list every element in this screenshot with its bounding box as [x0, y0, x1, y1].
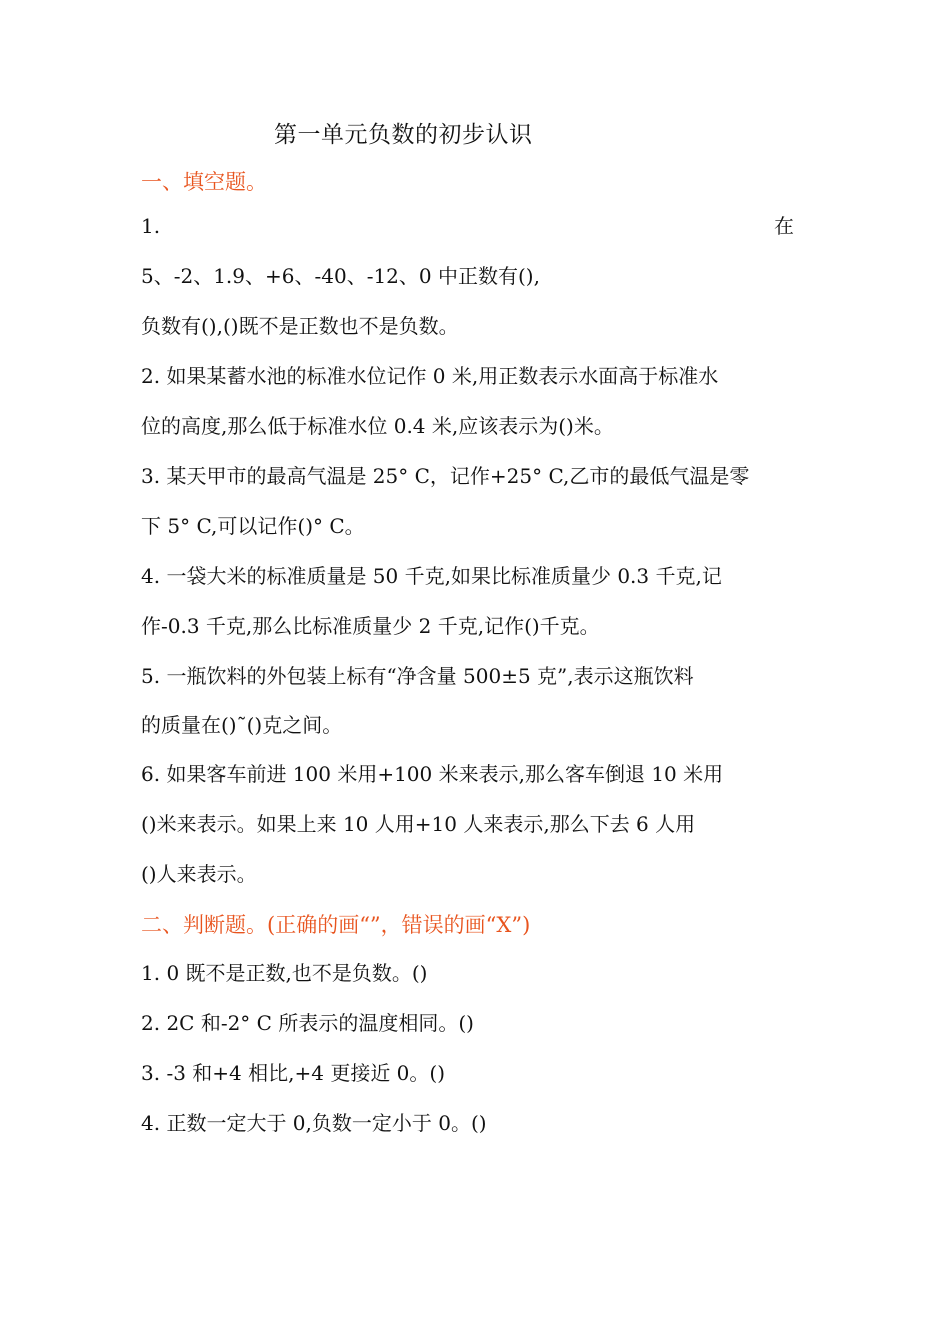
judgment-item-4: 4. 正数一定大于 0,负数一定小于 0。()	[141, 1111, 487, 1135]
question-2-line-2: 位的高度,那么低于标准水位 0.4 米,应该表示为()米。	[141, 414, 614, 438]
judgment-item-3: 3. -3 和+4 相比,+4 更接近 0。()	[141, 1061, 446, 1085]
question-1-number: 1.	[141, 214, 161, 238]
question-1-line-3: 负数有(),()既不是正数也不是负数。	[141, 314, 459, 338]
question-3-line-1: 3. 某天甲市的最高气温是 25° C，记作+25° C,乙市的最低气温是零	[141, 464, 750, 488]
judgment-item-2: 2. 2C 和-2° C 所表示的温度相同。()	[141, 1011, 474, 1035]
question-5-line-1: 5. 一瓶饮料的外包装上标有“净含量 500±5 克”,表示这瓶饮料	[141, 664, 694, 688]
section-heading-fill-blank: 一、填空题。	[141, 170, 267, 194]
question-1-right-word: 在	[774, 214, 794, 238]
section-heading-true-false: 二、判断题。(正确的画“”，错误的画“X”)	[141, 913, 531, 937]
question-3-line-2: 下 5° C,可以记作()° C。	[141, 514, 365, 538]
question-1-line-2: 5、-2、1.9、+6、-40、-12、0 中正数有(),	[141, 264, 540, 288]
question-6-line-1: 6. 如果客车前进 100 米用+100 米来表示,那么客车倒退 10 米用	[141, 762, 724, 786]
question-2-line-1: 2. 如果某蓄水池的标准水位记作 0 米,用正数表示水面高于标准水	[141, 364, 719, 388]
judgment-item-1: 1. 0 既不是正数,也不是负数。()	[141, 961, 428, 985]
question-6-line-3: ()人来表示。	[141, 862, 257, 886]
question-6-line-2: ()米来表示。如果上来 10 人用+10 人来表示,那么下去 6 人用	[141, 812, 696, 836]
question-4-line-2: 作-0.3 千克,那么比标准质量少 2 千克,记作()千克。	[141, 614, 600, 638]
page-title: 第一单元负数的初步认识	[274, 122, 533, 148]
question-4-line-1: 4. 一袋大米的标准质量是 50 千克,如果比标准质量少 0.3 千克,记	[141, 564, 722, 588]
question-5-line-2: 的质量在()˜()克之间。	[141, 713, 343, 737]
